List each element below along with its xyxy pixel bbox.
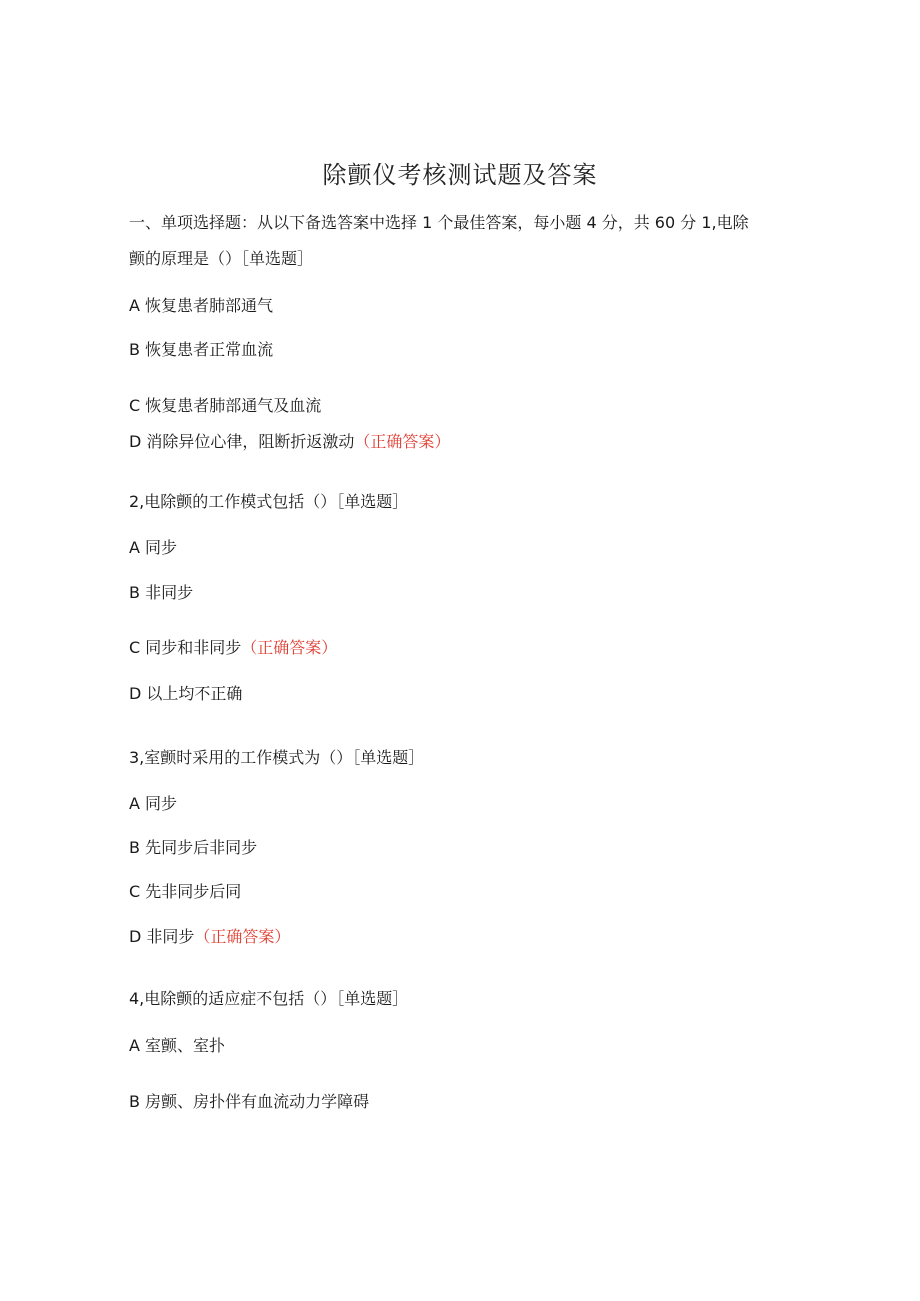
option-text: D 非同步 [129,927,195,946]
correct-answer-mark: （正确答案） [354,432,451,451]
question-1-option-b: B 恢复患者正常血流 [129,340,274,359]
question-1-option-a: A 恢复患者肺部通气 [129,296,274,315]
page-title: 除颤仪考核测试题及答案 [322,161,598,189]
question-2-option-a: A 同步 [129,538,178,557]
question-1-option-c: C 恢复患者肺部通气及血流 [129,396,322,415]
question-1-stem: 颤的原理是（）［单选题］ [129,249,314,268]
question-3-option-c: C 先非同步后同 [129,882,242,901]
question-4-stem: 4,电除颤的适应症不包括（）［单选题］ [129,989,409,1008]
question-4-option-b: B 房颤、房扑伴有血流动力学障碍 [129,1092,370,1111]
question-2-option-c [129,637,337,659]
question-3-option-a: A 同步 [129,794,178,813]
question-2-stem: 2,电除颤的工作模式包括（）［单选题］ [129,492,409,511]
option-text: C 同步和非同步 [129,638,242,657]
question-3-option-b: B 先同步后非同步 [129,838,258,857]
question-4-option-a: A 室颤、室扑 [129,1036,226,1055]
correct-answer-mark: （正确答案） [194,927,291,946]
correct-answer-mark: （正确答案） [241,638,338,657]
question-3-option-d [129,926,290,948]
question-2-option-b: B 非同步 [129,583,194,602]
question-3-stem: 3,室颤时采用的工作模式为（）［单选题］ [129,748,425,767]
option-text: D 消除异位心律，阻断折返激动 [129,432,355,451]
question-1-option-d [129,431,450,453]
intro-line-1: 一、单项选择题：从以下备选答案中选择 1 个最佳答案，每小题 4 分，共 60 分 1,电除 [129,213,749,232]
question-2-option-d: D 以上均不正确 [129,684,243,703]
